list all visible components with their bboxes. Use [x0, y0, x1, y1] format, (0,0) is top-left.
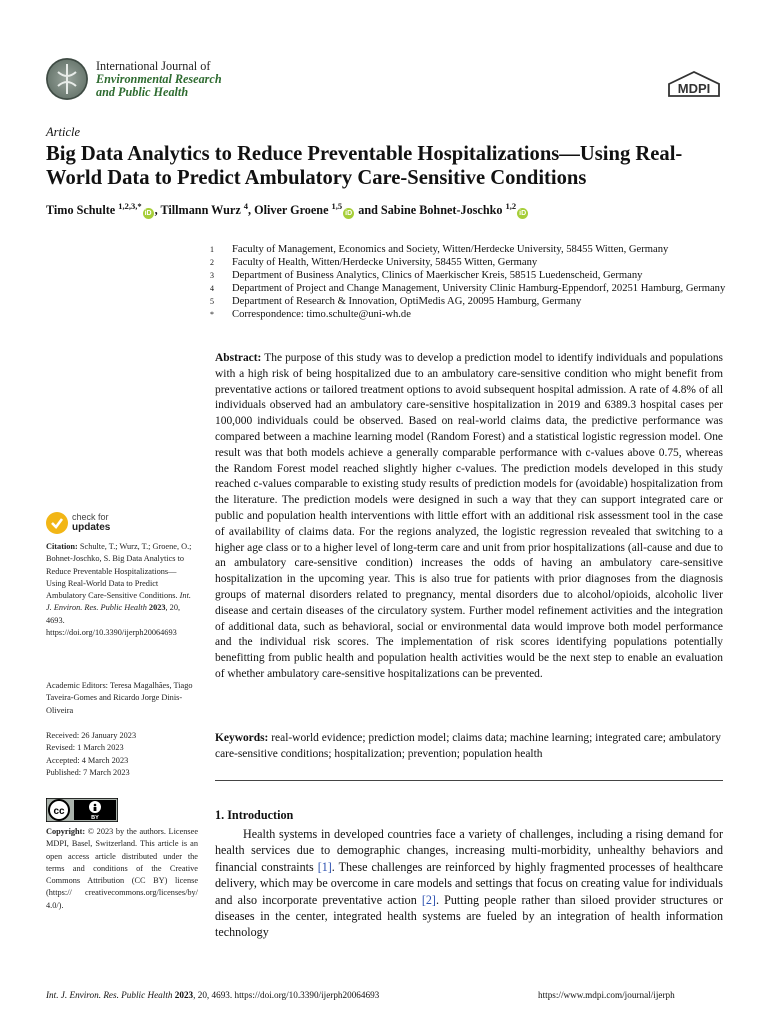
- journal-logo-icon: [46, 58, 88, 100]
- affiliation-text: Faculty of Management, Economics and Society, Witten/Herdecke University, 58455 Witten, Germany: [232, 244, 669, 255]
- affiliation-text: Correspondence: timo.schulte@uni-wh.de: [232, 308, 411, 320]
- author-affiliation-marks: 1,2,3,*: [118, 201, 142, 211]
- affiliation-item: [210, 296, 730, 309]
- orcid-icon[interactable]: iD: [345, 210, 353, 218]
- affiliation-mark: 2: [210, 257, 214, 267]
- article-type: Article: [46, 125, 81, 139]
- abstract-label: Abstract:: [215, 352, 262, 364]
- publication-date: Accepted: 4 March 2023: [46, 755, 129, 765]
- footer-journal: Int. J. Environ. Res. Public Health: [46, 990, 173, 1000]
- author-name: Tillmann Wurz: [160, 203, 244, 218]
- section-heading-introduction: 1. Introduction: [215, 808, 294, 822]
- citation-link-1[interactable]: [1]: [317, 859, 332, 874]
- affiliation-list: [210, 244, 730, 321]
- svg-text:cc: cc: [53, 806, 65, 817]
- journal-name: [96, 60, 222, 99]
- publication-date: Revised: 1 March 2023: [46, 743, 124, 753]
- citation-block: [46, 541, 196, 639]
- affiliation-text: Faculty of Health, Witten/Herdecke University, 58455 Witten, Germany: [232, 256, 538, 268]
- check-for-updates-icon[interactable]: [46, 512, 68, 534]
- publication-date: Received: 26 January 2023: [46, 731, 137, 740]
- author-list: [46, 201, 736, 219]
- intro-text-part2: . These challenges are reinforced by highly fragmented processes of healthcare delivery, which may be overcome in care models and settings that focus on creating value for individuals and also incorporate preventative action: [215, 859, 724, 907]
- author-affiliation-marks: 4: [243, 201, 249, 211]
- affiliation-item: [210, 309, 730, 322]
- check-line1: check for: [72, 512, 109, 522]
- author-separator: and: [355, 203, 381, 218]
- intro-text-part1: Health systems in developed countries face a variety of challenges, including a rising demand for health services due to demographic changes, increasing multi-morbidity, unhealthy behaviors and financial constraints: [215, 827, 723, 874]
- citation-label: Citation:: [46, 542, 78, 551]
- introduction-paragraph: [215, 826, 723, 941]
- author-name: Timo Schulte: [46, 203, 119, 218]
- author-separator: ,: [154, 203, 161, 218]
- keywords-label: Keywords:: [215, 732, 269, 744]
- affiliation-mark: 3: [210, 270, 214, 280]
- affiliation-item: [210, 283, 730, 296]
- affiliation-text: Department of Business Analytics, Clinics of Maerkischer Kreis, 58515 Luedenscheid, Germany: [232, 269, 643, 281]
- publication-dates: [46, 730, 196, 779]
- intro-text-part3: . Putting people rather than siloed provider structures or diseases in the center, integrated health systems are fueled by an integration of health information technology: [215, 892, 723, 940]
- affiliation-text: Department of Project and Change Management, University Clinic Hamburg-Eppendorf, 20251 Hamburg, Germany: [232, 282, 726, 294]
- orcid-icon[interactable]: iD: [519, 210, 527, 218]
- affiliation-item: [210, 257, 730, 270]
- journal-name-line2: Environmental Research: [96, 72, 222, 86]
- citation-link-2[interactable]: [2]: [421, 892, 436, 907]
- citation-year: 2023: [148, 603, 166, 613]
- copyright-label: Copyright:: [46, 827, 86, 836]
- author-affiliation-marks: 1,5: [331, 201, 343, 211]
- citation-text: Schulte, T.; Wurz, T.; Groene, O.; Bohnet-Joschko, S. Big Data Analytics to Reduce Preventable Hospitalizations—Using Real-World Data to Predict Ambulatory Care-Sensitive Conditions.: [46, 542, 192, 601]
- check-for-updates-button[interactable]: [72, 512, 110, 533]
- citation-journal: Int. J. Environ. Res. Public Health: [46, 591, 191, 613]
- affiliation-item: [210, 244, 730, 257]
- copyright-notice: [46, 826, 198, 912]
- author-affiliation-marks: 1,2: [505, 201, 517, 211]
- affiliation-mark: *: [210, 309, 214, 319]
- affiliation-mark: 1: [210, 245, 214, 254]
- footer-journal-url[interactable]: https://www.mdpi.com/journal/ijerph: [538, 990, 675, 1000]
- author-separator: ,: [248, 203, 255, 218]
- academic-editors: Academic Editors: Teresa Magalhães, Tiago Taveira-Gomes and Ricardo Jorge Dinis-Oliveira: [46, 681, 193, 715]
- section-divider: [215, 780, 723, 781]
- footer-citation: [46, 990, 379, 1000]
- abstract-text: The purpose of this study was to develop a prediction model to identify individuals and populations with a high risk of being hospitalized due to an ambulatory care-sensitive condition who might benefit from preventative actions or tailored treatment options to avoid subsequent hospital admission. A rate of 4.8% of all individuals observed had an ambulatory care-sensitive hospitalization in 2019 and 6389.3 hospital cases per 100,000 individuals could be observed. Based on real-world claims data, the predictive performance was compared between a machine learning model (Random Forest) and a statistical logistic regression model. One result was that both models achieve a generally comparable performance with c-values above 0.75, whereas the Random Forest model reached slightly higher c-values. The prediction models developed in this study reached c-values comparable to existing study results of prediction models for (avoidable) hospitalization from the literature. The prediction models were designed in such a way that they can support integrated care or public and population health interventions with little effort with an additional risk assessment tool in the case of availability of claims data. For the regions analyzed, the logistic regression revealed that switching to a higher age class or to a higher level of long-term care and unit from prior hospitalizations (all-cause and due to an ambulatory care-sensitive condition) increases the odds of having an ambulatory care-sensitive hospitalization in the upcoming year. This is also true for patients with prior diagnoses from the diagnosis groups of maternal disorders related to pregnancy, mental disorders due to alcohol/opioids, alcoholic liver disease and certain diseases of the circulatory system. Further model refinement activities and the integration of additional data, such as behavioral, social or environmental data would improve both model performance and the individual risk scores. The implementation of risk scores identifying populations potentially benefitting from public health and population health activities would be the next step to enable an evaluation of whether ambulatory care-sensitive hospitalizations can be prevented.: [215, 352, 723, 680]
- keywords-text: real-world evidence; prediction model; claims data; machine learning; integrated care; ambulatory care-sensitive conditions; hospitalization; prevention; population health: [215, 732, 721, 760]
- footer-doi[interactable]: , 20, 4693. https://doi.org/10.3390/ijerph20064693: [193, 990, 380, 1000]
- mdpi-logo-icon: [666, 70, 722, 100]
- affiliation-mark: 4: [210, 283, 214, 293]
- citation-volume-doi[interactable]: , 20, 4693. https://doi.org/10.3390/ijerph20064693: [46, 603, 181, 638]
- orcid-icon[interactable]: iD: [144, 210, 152, 218]
- journal-name-line1: International Journal of: [96, 59, 211, 73]
- affiliation-text: Department of Research & Innovation, OptiMedis AG, 20095 Hamburg, Germany: [232, 295, 582, 307]
- abstract: [215, 351, 723, 683]
- author-name: Sabine Bohnet-Joschko: [380, 203, 506, 218]
- affiliation-mark: 5: [210, 296, 214, 306]
- footer-year: 2023: [174, 990, 194, 1000]
- check-line2: updates: [72, 522, 111, 533]
- author-name: Oliver Groene: [254, 203, 332, 218]
- article-title: Big Data Analytics to Reduce Preventable Hospitalizations—Using Real-World Data to Predict Ambulatory Care-Sensitive Conditions: [46, 143, 683, 189]
- journal-name-line3: and Public Health: [96, 85, 189, 99]
- copyright-text: © 2023 by the authors. Licensee MDPI, Basel, Switzerland. This article is an open access article distributed under the terms and conditions of the Creative Commons Attribution (CC BY) license (https:// creativecommons.org/licenses/by/ 4.0/).: [46, 827, 199, 910]
- keywords: [215, 731, 723, 763]
- cc-by-label: BY: [91, 815, 99, 821]
- publication-date: Published: 7 March 2023: [46, 767, 130, 777]
- affiliation-item: [210, 270, 730, 283]
- cc-by-license-icon[interactable]: [46, 798, 118, 822]
- mdpi-logo-text: MDPI: [677, 81, 711, 96]
